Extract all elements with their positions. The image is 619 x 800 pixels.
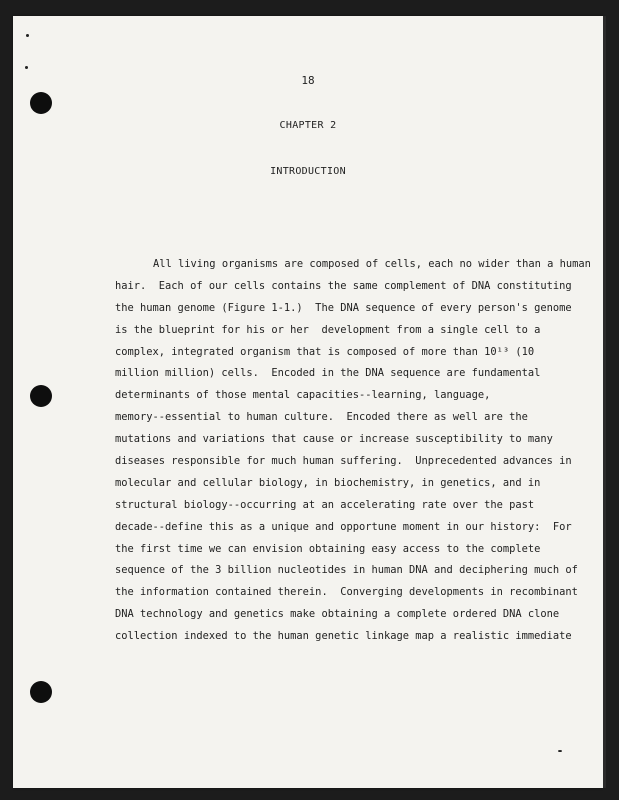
text-line: million million) cells. Encoded in the DNA sequence are fundamental (115, 367, 541, 380)
punch-hole (30, 385, 52, 407)
punch-hole (30, 681, 52, 703)
text-line: DNA technology and genetics make obtaining a complete ordered DNA clone (115, 608, 560, 621)
text-line: determinants of those mental capacities--learning, language, (115, 389, 491, 402)
text-line: molecular and cellular biology, in biochemistry, in genetics, and in (115, 476, 541, 489)
scan-speck (26, 34, 29, 37)
scan-speck (25, 66, 28, 69)
text-line: structural biology--occurring at an accelerating rate over the past (115, 498, 535, 511)
punch-hole (30, 92, 52, 114)
text-line: decade--define this as a unique and opportune moment in our history: For (115, 520, 572, 533)
text-line: is the blueprint for his or her development from a single cell to a (115, 323, 541, 336)
text-line: All living organisms are composed of cells, each no wider than a human (153, 258, 591, 270)
text-line: complex, integrated organism that is composed of more than 10¹³ (10 (115, 345, 535, 358)
page-edge-shadow (603, 16, 606, 788)
text-line: collection indexed to the human genetic linkage map a realistic immediate (115, 630, 572, 643)
text-line: memory--essential to human culture. Encoded there as well are the (115, 411, 528, 424)
text-line: sequence of the 3 billion nucleotides in human DNA and deciphering much of (115, 564, 578, 577)
scan-speck (558, 750, 562, 752)
section-title: INTRODUCTION (270, 166, 346, 177)
text-line: the first time we can envision obtaining easy access to the complete (115, 542, 541, 555)
chapter-label: CHAPTER 2 (279, 120, 337, 131)
text-line: the human genome (Figure 1-1.) The DNA sequence of every person's genome (115, 301, 572, 314)
text-line: hair. Each of our cells contains the same complement of DNA constituting (115, 279, 572, 292)
text-line: mutations and variations that cause or increase susceptibility to many (115, 433, 553, 446)
document-page (13, 16, 603, 788)
body-paragraph (115, 257, 591, 651)
page-number: 18 (301, 74, 315, 87)
text-line: diseases responsible for much human suffering. Unprecedented advances in (115, 455, 572, 468)
text-line: the information contained therein. Converging developments in recombinant (115, 586, 578, 599)
